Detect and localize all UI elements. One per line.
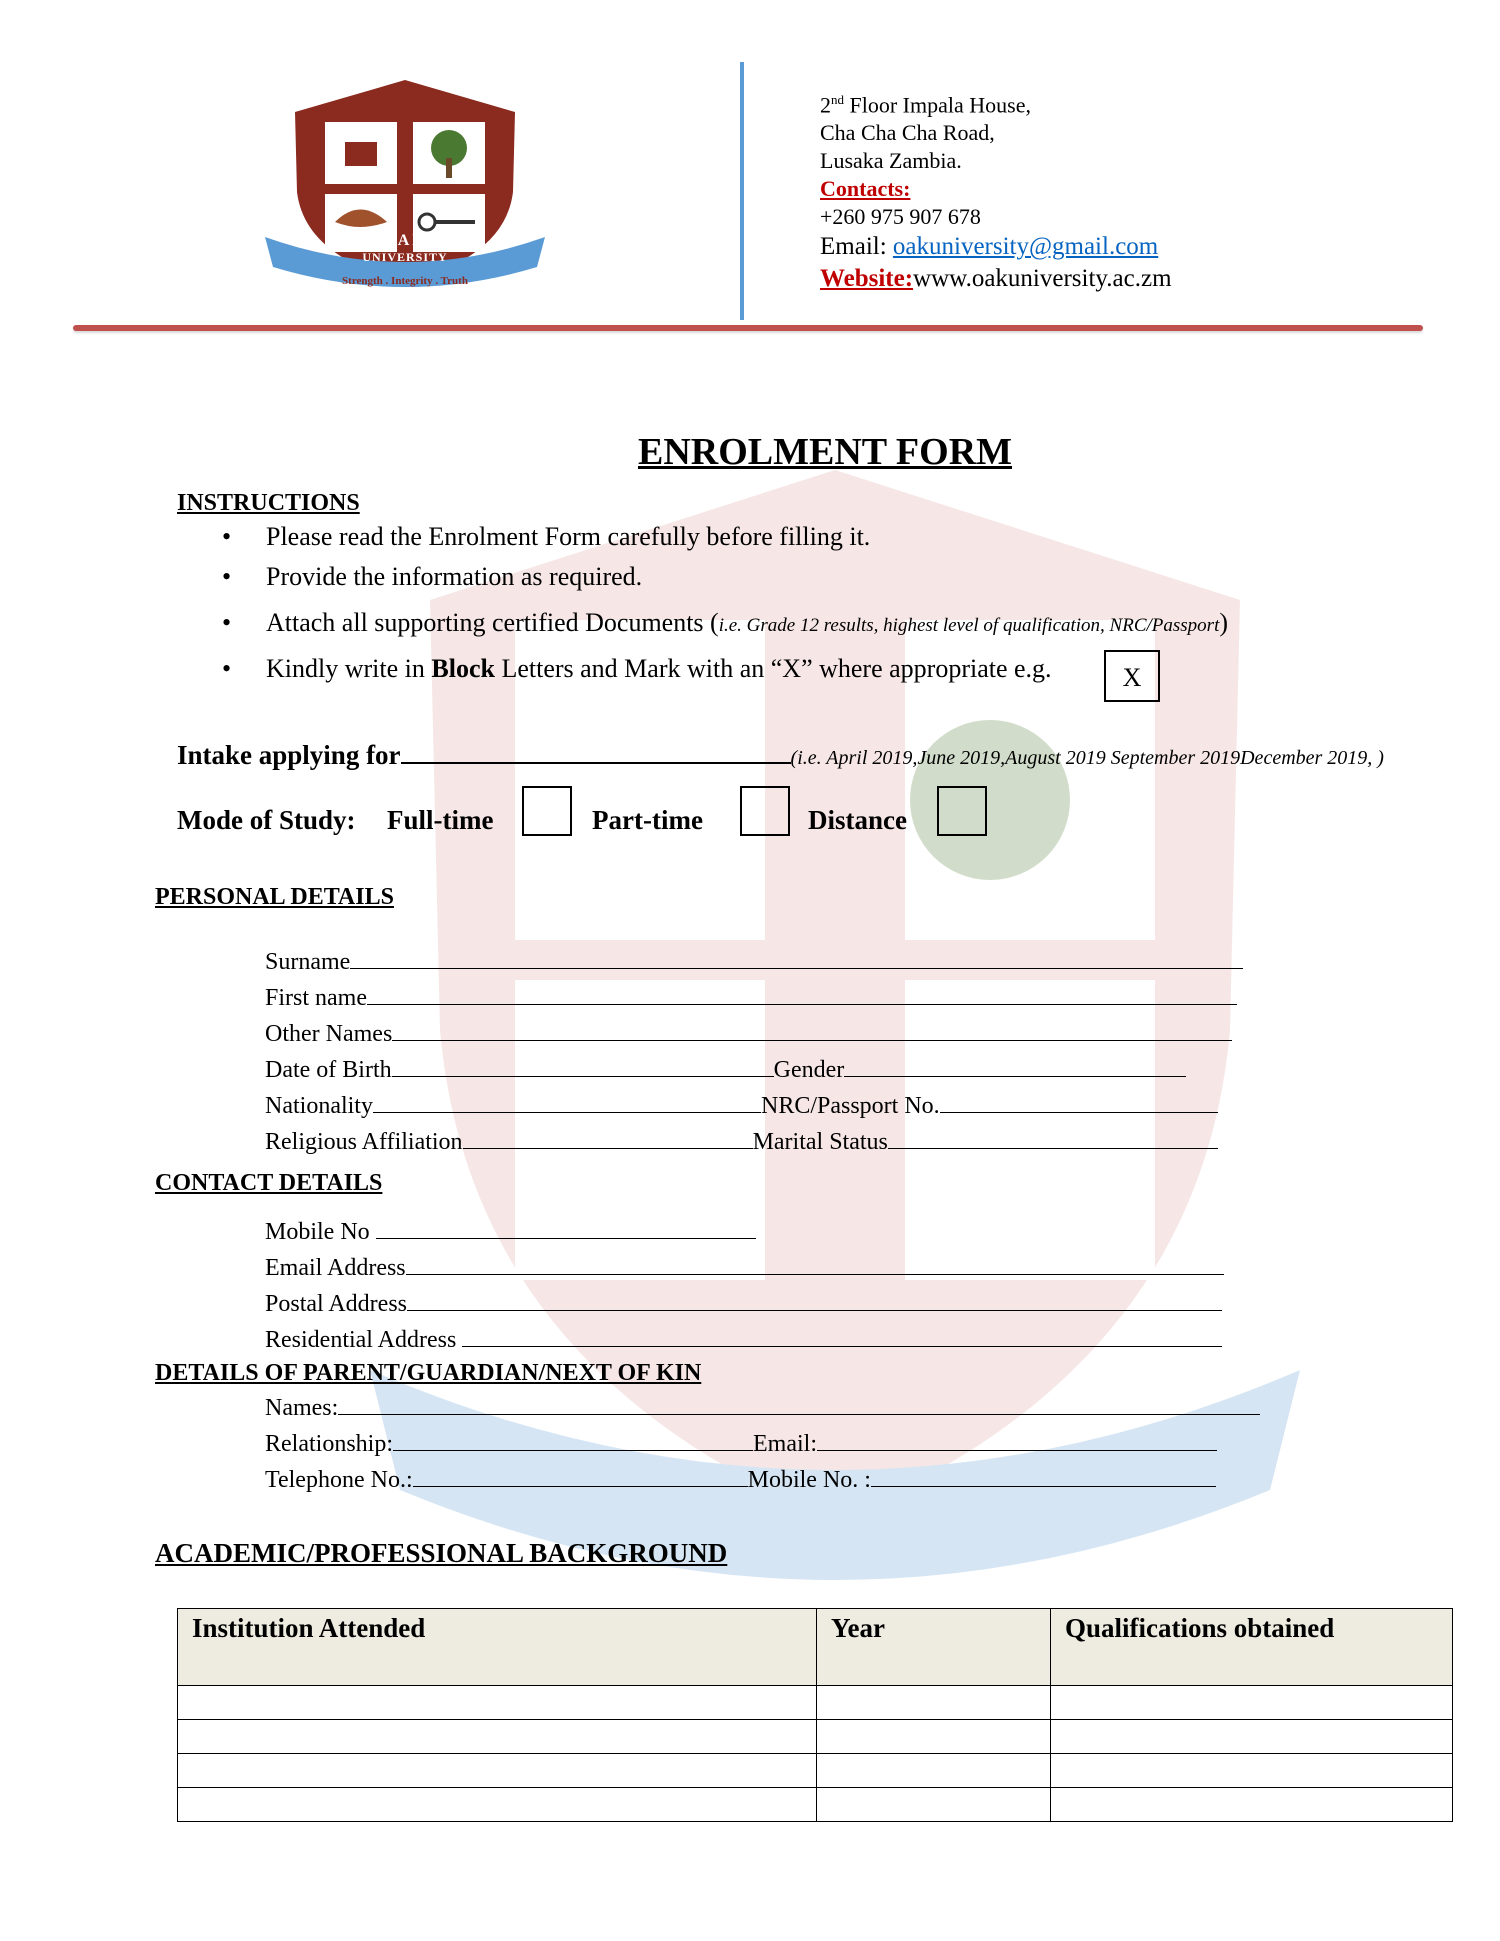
email-address-label: Email Address: [265, 1255, 406, 1281]
table-cell[interactable]: [817, 1754, 1051, 1788]
instruction-item: • Provide the information as required.: [222, 562, 1482, 608]
table-cell[interactable]: [178, 1788, 817, 1822]
attach-text: Attach all supporting certified Documents (: [266, 608, 719, 637]
marital-label: Marital Status: [752, 1129, 888, 1155]
mode-label: Mode of Study:: [177, 805, 356, 835]
example-mark-box: X: [1104, 650, 1160, 702]
personal-details-heading: PERSONAL DETAILS: [155, 884, 394, 910]
email-label: Email:: [820, 233, 893, 261]
col-qualifications: Qualifications obtained: [1051, 1609, 1453, 1686]
residential-address-label: Residential Address: [265, 1327, 463, 1353]
residential-address-input[interactable]: [462, 1324, 1222, 1347]
floor-suffix: nd: [831, 92, 844, 107]
gender-label: Gender: [773, 1057, 845, 1083]
dob-gap-line: [734, 1054, 774, 1077]
website-url: www.oakuniversity.ac.zm: [913, 265, 1172, 293]
instruction-item: [222, 608, 1482, 654]
surname-input[interactable]: [350, 946, 1243, 969]
address-line-2: Cha Cha Cha Road,: [820, 120, 995, 146]
kin-names-input[interactable]: [338, 1392, 1260, 1415]
logo-subname: UNIVERSITY: [362, 250, 448, 264]
table-row: [178, 1686, 1453, 1720]
contacts-label: Contacts:: [820, 176, 911, 202]
other-names-label: Other Names: [265, 1021, 393, 1047]
website-label: Website:: [820, 265, 914, 293]
postal-address-input[interactable]: [407, 1288, 1222, 1311]
postal-address-label: Postal Address: [265, 1291, 408, 1317]
instructions-list: [222, 522, 1482, 684]
logo-name: OAK: [382, 232, 428, 249]
distance-checkbox[interactable]: [937, 786, 987, 836]
instruction-item: • Please read the Enrolment Form carefully before filling it.: [222, 522, 1482, 562]
table-cell[interactable]: [1051, 1788, 1453, 1822]
fulltime-checkbox[interactable]: [522, 786, 572, 836]
email-address-input[interactable]: [406, 1252, 1224, 1275]
attach-close: ): [1219, 608, 1229, 637]
kin-email-input[interactable]: [817, 1428, 1217, 1451]
intake-row: [177, 738, 1384, 771]
table-row: [178, 1754, 1453, 1788]
first-name-label: First name: [265, 985, 367, 1011]
kin-mobile-label: Mobile No. :: [747, 1467, 871, 1493]
nrc-label: NRC/Passport No.: [760, 1093, 940, 1119]
intake-note: (i.e. April 2019,June 2019,August 2019 September 2019December 2019, ): [790, 747, 1384, 769]
contact-details-heading: CONTACT DETAILS: [155, 1170, 383, 1196]
block-pre: Kindly write in: [266, 654, 432, 683]
table-cell[interactable]: [817, 1686, 1051, 1720]
nationality-input[interactable]: [373, 1090, 761, 1113]
col-year: Year: [817, 1609, 1051, 1686]
table-cell[interactable]: [178, 1686, 817, 1720]
religion-input[interactable]: [463, 1126, 753, 1149]
intake-input[interactable]: [401, 738, 791, 764]
header-divider: [740, 62, 744, 320]
block-post: Letters and Mark with an “X” where appropriate e.g.: [494, 654, 1052, 683]
block-bold: Block: [431, 654, 495, 683]
academic-heading: ACADEMIC/PROFESSIONAL BACKGROUND: [155, 1538, 728, 1568]
kin-names-label: Names:: [265, 1395, 339, 1421]
logo-motto: Strength . Integrity . Truth: [342, 275, 468, 287]
gender-input[interactable]: [844, 1054, 1186, 1077]
nationality-label: Nationality: [265, 1093, 373, 1119]
dob-label: Date of Birth: [265, 1057, 392, 1083]
header-accent-line: [73, 325, 1423, 331]
address-line-1: Floor Impala House,: [844, 92, 1031, 118]
first-name-input[interactable]: [367, 982, 1237, 1005]
relationship-label: Relationship:: [265, 1431, 393, 1457]
instruction-item: [222, 654, 1482, 684]
kin-mobile-input[interactable]: [871, 1464, 1216, 1487]
table-cell[interactable]: [817, 1720, 1051, 1754]
telephone-input[interactable]: [413, 1464, 748, 1487]
table-cell[interactable]: [817, 1788, 1051, 1822]
dob-input[interactable]: [392, 1054, 734, 1077]
mode-option-parttime: Part-time: [592, 805, 703, 835]
relationship-input[interactable]: [393, 1428, 753, 1451]
floor-number: 2: [820, 92, 831, 118]
mobile-input[interactable]: [376, 1216, 756, 1239]
table-row: [178, 1788, 1453, 1822]
mode-option-distance: Distance: [808, 805, 907, 835]
telephone-label: Telephone No.:: [265, 1467, 413, 1493]
marital-input[interactable]: [888, 1126, 1218, 1149]
form-title: ENROLMENT FORM: [637, 431, 1013, 473]
university-logo: [255, 72, 555, 297]
col-institution: Institution Attended: [178, 1609, 817, 1686]
table-header-row: [178, 1609, 1453, 1686]
kin-email-label: Email:: [753, 1431, 817, 1457]
table-cell[interactable]: [178, 1720, 817, 1754]
academic-table: [177, 1608, 1453, 1822]
phone-number: +260 975 907 678: [820, 204, 981, 230]
table-cell[interactable]: [1051, 1686, 1453, 1720]
email-link[interactable]: oakuniversity@gmail.com: [892, 233, 1159, 261]
nrc-input[interactable]: [940, 1090, 1218, 1113]
surname-label: Surname: [265, 949, 351, 975]
parttime-checkbox[interactable]: [740, 786, 790, 836]
kin-heading: DETAILS OF PARENT/GUARDIAN/NEXT OF KIN: [155, 1360, 702, 1386]
attach-examples: i.e. Grade 12 results, highest level of qualification, NRC/Passport: [718, 615, 1220, 636]
mode-option-fulltime: Full-time: [387, 805, 494, 835]
instructions-heading: INSTRUCTIONS: [177, 490, 360, 516]
mobile-label: Mobile No: [265, 1219, 376, 1245]
address-line-3: Lusaka Zambia.: [820, 148, 962, 174]
religion-label: Religious Affiliation: [265, 1129, 463, 1155]
other-names-input[interactable]: [392, 1018, 1232, 1041]
table-row: [178, 1720, 1453, 1754]
intake-label: Intake applying for: [177, 740, 401, 770]
table-cell[interactable]: [1051, 1754, 1453, 1788]
table-cell[interactable]: [178, 1754, 817, 1788]
table-cell[interactable]: [1051, 1720, 1453, 1754]
address-block: [820, 86, 1172, 295]
